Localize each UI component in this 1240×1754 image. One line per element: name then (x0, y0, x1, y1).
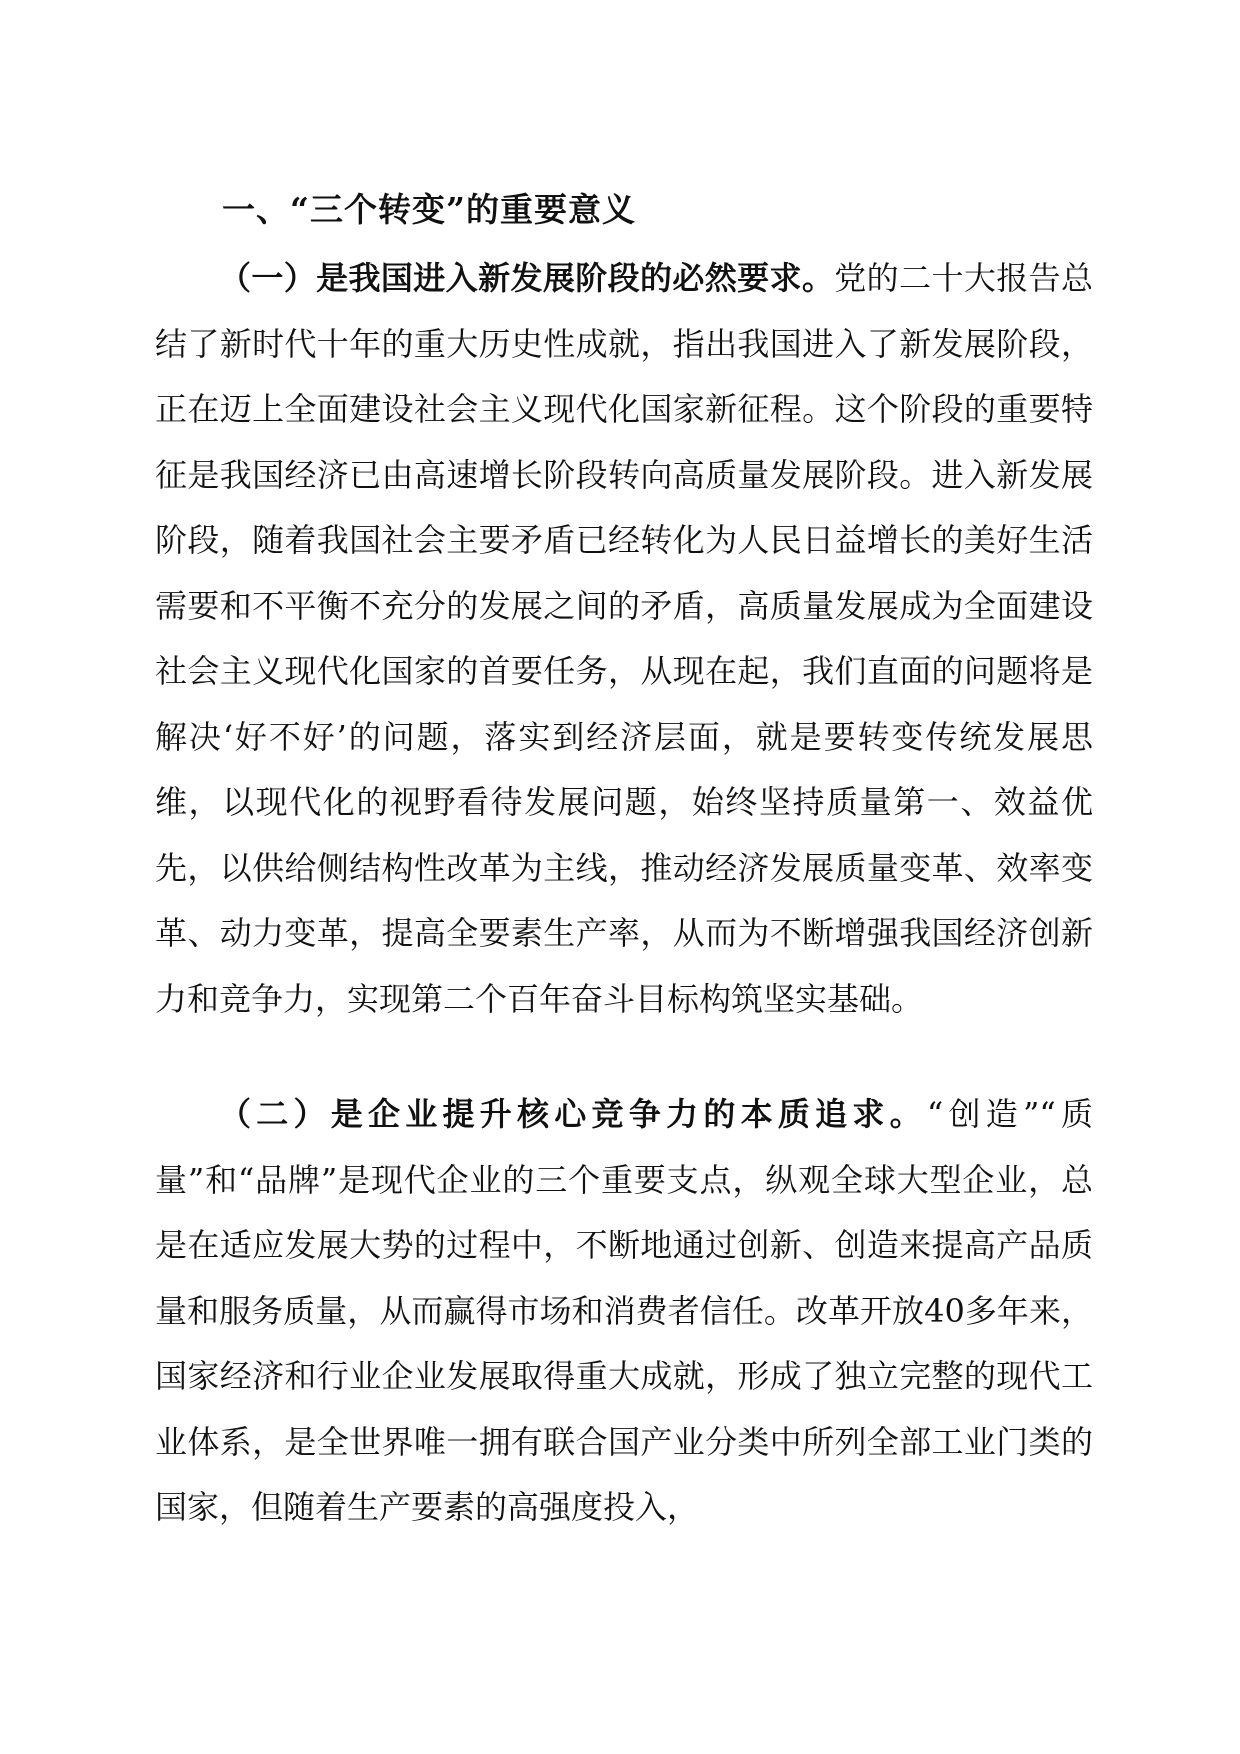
paragraph-1-lead: （一）是我国进入新发展阶段的必然要求。 (219, 259, 835, 297)
paragraph-2 (155, 1082, 1093, 1541)
paragraph-2-body: “创造”“质量”和“品牌”是现代企业的三个重要支点，纵观全球大型企业，总是在适应发展大势的过程中，不断地通过创新、创造来提高产品质量和服务质量，从而赢得市场和消费者信任。改革开放40多年来，国家经济和行业企业发展取得重大成就，形成了独立完整的现代工业体系，是全世界唯一拥有联合国产业分类中所列全部工业门类的国家，但随着生产要素的高强度投入， (155, 1095, 1093, 1526)
paragraph-1-body: 党的二十大报告总结了新时代十年的重大历史性成就，指出我国进入了新发展阶段，正在迈上全面建设社会主义现代化国家新征程。这个阶段的重要特征是我国经济已由高速增长阶段转向高质量发展阶段。进入新发展阶段，随着我国社会主要矛盾已经转化为人民日益增长的美好生活需要和不平衡不充分的发展之间的矛盾，高质量发展成为全面建设社会主义现代化国家的首要任务，从现在起，我们直面的问题将是解决‘好不好’的问题，落实到经济层面，就是要转变传统发展思维，以现代化的视野看待发展问题，始终坚持质量第一、效益优先，以供给侧结构性改革为主线，推动经济发展质量变革、效率变革、动力变革，提高全要素生产率，从而为不断增强我国经济创新力和竞争力，实现第二个百年奋斗目标构筑坚实基础。 (155, 259, 1093, 1018)
section-heading: 一、“三个转变”的重要意义 (222, 190, 636, 229)
paragraph-1 (155, 246, 1093, 1032)
paragraph-2-lead: （二）是企业提升核心竞争力的本质追求。 (219, 1095, 927, 1133)
